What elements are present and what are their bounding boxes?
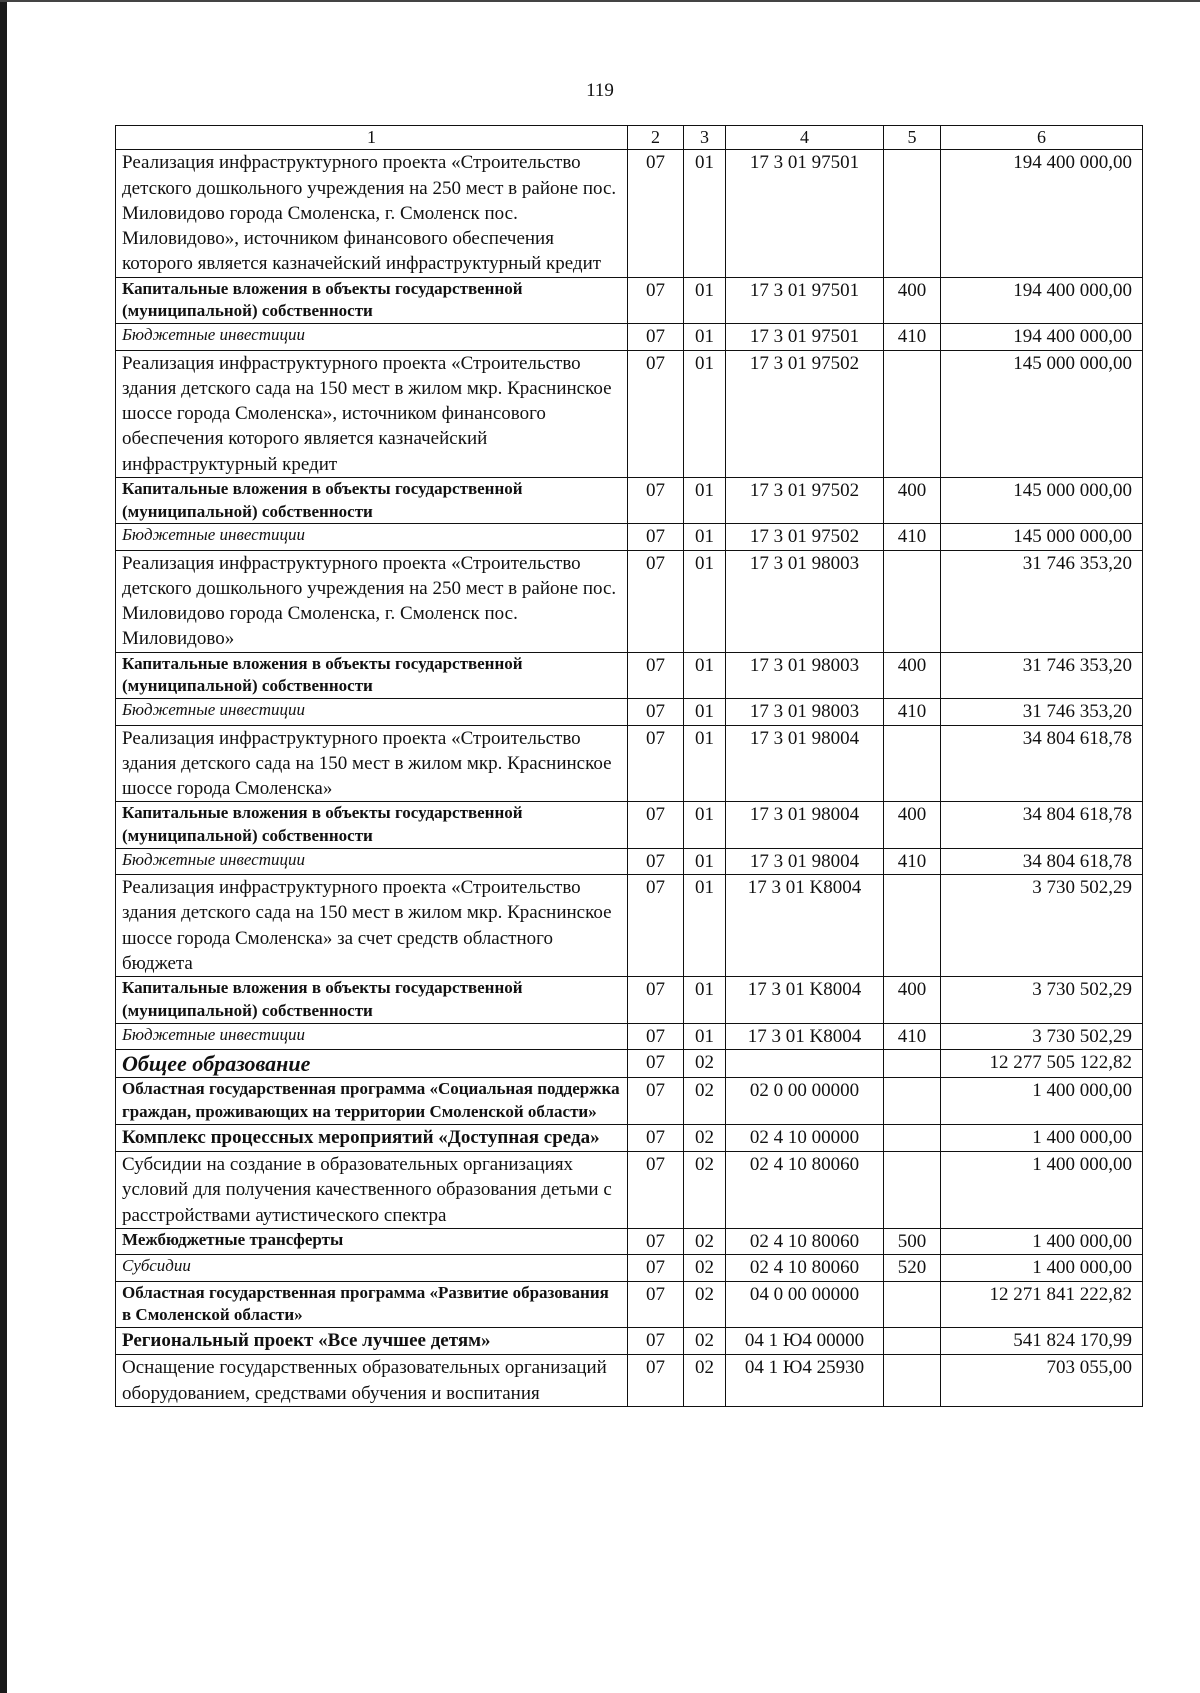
expense-type-code: 410 bbox=[884, 524, 941, 550]
column-header: 1 bbox=[116, 126, 628, 150]
subsection-code: 02 bbox=[684, 1355, 726, 1407]
section-code: 07 bbox=[628, 550, 684, 652]
item-name: Капитальные вложения в объекты государственной (муниципальной) собственности bbox=[116, 477, 628, 524]
target-article-code: 17 3 01 K8004 bbox=[726, 875, 884, 977]
expense-type-code bbox=[884, 550, 941, 652]
target-article-code bbox=[726, 1049, 884, 1078]
target-article-code: 02 4 10 80060 bbox=[726, 1229, 884, 1255]
target-article-code: 04 0 00 00000 bbox=[726, 1281, 884, 1328]
section-code: 07 bbox=[628, 324, 684, 350]
target-article-code: 17 3 01 K8004 bbox=[726, 977, 884, 1024]
column-header: 5 bbox=[884, 126, 941, 150]
amount: 31 746 353,20 bbox=[941, 652, 1143, 699]
section-code: 07 bbox=[628, 1023, 684, 1049]
subsection-code: 01 bbox=[684, 699, 726, 725]
target-article-code: 02 4 10 80060 bbox=[726, 1152, 884, 1229]
expense-type-code: 410 bbox=[884, 324, 941, 350]
amount: 12 277 505 122,82 bbox=[941, 1049, 1143, 1078]
table-row bbox=[116, 1078, 1143, 1125]
target-article-code: 02 4 10 00000 bbox=[726, 1124, 884, 1151]
table-row bbox=[116, 1281, 1143, 1328]
section-code: 07 bbox=[628, 1049, 684, 1078]
expense-type-code: 400 bbox=[884, 802, 941, 849]
item-name: Реализация инфраструктурного проекта «Строительство здания детского сада на 150 мест в жилом мкр. Краснинское шоссе города Смоленска» за счет средств областного бюджета bbox=[116, 875, 628, 977]
section-code: 07 bbox=[628, 977, 684, 1024]
section-code: 07 bbox=[628, 699, 684, 725]
expense-type-code: 500 bbox=[884, 1229, 941, 1255]
amount: 1 400 000,00 bbox=[941, 1124, 1143, 1151]
section-code: 07 bbox=[628, 1152, 684, 1229]
section-code: 07 bbox=[628, 1355, 684, 1407]
amount: 703 055,00 bbox=[941, 1355, 1143, 1407]
expense-type-code bbox=[884, 150, 941, 277]
target-article-code: 17 3 01 98004 bbox=[726, 725, 884, 802]
expense-type-code: 400 bbox=[884, 477, 941, 524]
table-row bbox=[116, 1023, 1143, 1049]
section-code: 07 bbox=[628, 848, 684, 874]
expense-type-code: 400 bbox=[884, 977, 941, 1024]
section-code: 07 bbox=[628, 1124, 684, 1151]
table-header-row bbox=[116, 126, 1143, 150]
amount: 145 000 000,00 bbox=[941, 477, 1143, 524]
target-article-code: 17 3 01 98003 bbox=[726, 699, 884, 725]
amount: 34 804 618,78 bbox=[941, 802, 1143, 849]
table-row bbox=[116, 1328, 1143, 1355]
subsection-code: 02 bbox=[684, 1152, 726, 1229]
subsection-code: 01 bbox=[684, 324, 726, 350]
subsection-code: 02 bbox=[684, 1328, 726, 1355]
section-code: 07 bbox=[628, 802, 684, 849]
item-name: Капитальные вложения в объекты государственной (муниципальной) собственности bbox=[116, 652, 628, 699]
item-name: Капитальные вложения в объекты государственной (муниципальной) собственности bbox=[116, 802, 628, 849]
column-header: 3 bbox=[684, 126, 726, 150]
amount: 541 824 170,99 bbox=[941, 1328, 1143, 1355]
amount: 12 271 841 222,82 bbox=[941, 1281, 1143, 1328]
section-code: 07 bbox=[628, 652, 684, 699]
subsection-code: 02 bbox=[684, 1255, 726, 1281]
item-name: Субсидии bbox=[116, 1255, 628, 1281]
amount: 1 400 000,00 bbox=[941, 1229, 1143, 1255]
table-row bbox=[116, 477, 1143, 524]
table-row bbox=[116, 848, 1143, 874]
subsection-code: 01 bbox=[684, 848, 726, 874]
section-code: 07 bbox=[628, 150, 684, 277]
section-code: 07 bbox=[628, 875, 684, 977]
amount: 194 400 000,00 bbox=[941, 324, 1143, 350]
table-row bbox=[116, 802, 1143, 849]
amount: 145 000 000,00 bbox=[941, 524, 1143, 550]
page-number: 119 bbox=[586, 80, 614, 101]
expense-type-code bbox=[884, 1049, 941, 1078]
amount: 3 730 502,29 bbox=[941, 1023, 1143, 1049]
item-name: Комплекс процессных мероприятий «Доступная среда» bbox=[116, 1124, 628, 1151]
target-article-code: 17 3 01 97502 bbox=[726, 477, 884, 524]
amount: 194 400 000,00 bbox=[941, 277, 1143, 324]
item-name: Областная государственная программа «Развитие образования в Смоленской области» bbox=[116, 1281, 628, 1328]
table-row bbox=[116, 324, 1143, 350]
expense-type-code bbox=[884, 1078, 941, 1125]
expense-type-code: 400 bbox=[884, 277, 941, 324]
expense-type-code: 410 bbox=[884, 848, 941, 874]
section-code: 07 bbox=[628, 1281, 684, 1328]
expense-type-code: 410 bbox=[884, 699, 941, 725]
expense-type-code bbox=[884, 1328, 941, 1355]
section-code: 07 bbox=[628, 1078, 684, 1125]
amount: 1 400 000,00 bbox=[941, 1255, 1143, 1281]
table-row bbox=[116, 875, 1143, 977]
amount: 194 400 000,00 bbox=[941, 150, 1143, 277]
item-name: Бюджетные инвестиции bbox=[116, 699, 628, 725]
item-name: Бюджетные инвестиции bbox=[116, 324, 628, 350]
table-row bbox=[116, 699, 1143, 725]
subsection-code: 01 bbox=[684, 524, 726, 550]
item-name: Бюджетные инвестиции bbox=[116, 1023, 628, 1049]
table-row bbox=[116, 1229, 1143, 1255]
item-name: Межбюджетные трансферты bbox=[116, 1229, 628, 1255]
amount: 1 400 000,00 bbox=[941, 1078, 1143, 1125]
item-name: Реализация инфраструктурного проекта «Строительство здания детского сада на 150 мест в жилом мкр. Краснинское шоссе города Смоленска» bbox=[116, 725, 628, 802]
subsection-code: 01 bbox=[684, 652, 726, 699]
section-code: 07 bbox=[628, 277, 684, 324]
item-name: Общее образование bbox=[116, 1049, 628, 1078]
amount: 34 804 618,78 bbox=[941, 725, 1143, 802]
subsection-code: 01 bbox=[684, 277, 726, 324]
expense-type-code: 400 bbox=[884, 652, 941, 699]
expense-type-code: 520 bbox=[884, 1255, 941, 1281]
table-row bbox=[116, 1124, 1143, 1151]
target-article-code: 04 1 Ю4 25930 bbox=[726, 1355, 884, 1407]
subsection-code: 01 bbox=[684, 350, 726, 477]
subsection-code: 01 bbox=[684, 150, 726, 277]
subsection-code: 01 bbox=[684, 725, 726, 802]
item-name: Реализация инфраструктурного проекта «Строительство детского дошкольного учреждения на 250 мест в районе пос. Миловидово города Смоленска, г. Смоленск пос. Миловидово» bbox=[116, 550, 628, 652]
section-code: 07 bbox=[628, 350, 684, 477]
target-article-code: 17 3 01 K8004 bbox=[726, 1023, 884, 1049]
table-row bbox=[116, 277, 1143, 324]
item-name: Реализация инфраструктурного проекта «Строительство детского дошкольного учреждения на 250 мест в районе пос. Миловидово города Смоленска, г. Смоленск пос. Миловидово», источником финансового обеспечения которого является казначейский инфраструктурный кредит bbox=[116, 150, 628, 277]
target-article-code: 04 1 Ю4 00000 bbox=[726, 1328, 884, 1355]
expense-type-code bbox=[884, 1152, 941, 1229]
section-code: 07 bbox=[628, 1328, 684, 1355]
table-row bbox=[116, 1152, 1143, 1229]
section-code: 07 bbox=[628, 477, 684, 524]
item-name: Областная государственная программа «Социальная поддержка граждан, проживающих на территории Смоленской области» bbox=[116, 1078, 628, 1125]
expense-type-code bbox=[884, 725, 941, 802]
item-name: Оснащение государственных образовательных организаций оборудованием, средствами обучения и воспитания bbox=[116, 1355, 628, 1407]
target-article-code: 02 4 10 80060 bbox=[726, 1255, 884, 1281]
table-row bbox=[116, 524, 1143, 550]
amount: 1 400 000,00 bbox=[941, 1152, 1143, 1229]
item-name: Бюджетные инвестиции bbox=[116, 524, 628, 550]
amount: 3 730 502,29 bbox=[941, 977, 1143, 1024]
target-article-code: 17 3 01 98003 bbox=[726, 652, 884, 699]
item-name: Капитальные вложения в объекты государственной (муниципальной) собственности bbox=[116, 977, 628, 1024]
table-row bbox=[116, 725, 1143, 802]
amount: 31 746 353,20 bbox=[941, 699, 1143, 725]
section-code: 07 bbox=[628, 1255, 684, 1281]
scan-edge-left bbox=[0, 0, 7, 1693]
table-row bbox=[116, 550, 1143, 652]
target-article-code: 17 3 01 97502 bbox=[726, 350, 884, 477]
column-header: 6 bbox=[941, 126, 1143, 150]
target-article-code: 17 3 01 97501 bbox=[726, 150, 884, 277]
expense-type-code bbox=[884, 1124, 941, 1151]
amount: 3 730 502,29 bbox=[941, 875, 1143, 977]
item-name: Субсидии на создание в образовательных организациях условий для получения качественного образования детьми с расстройствами аутистического спектра bbox=[116, 1152, 628, 1229]
table-row bbox=[116, 977, 1143, 1024]
subsection-code: 02 bbox=[684, 1049, 726, 1078]
target-article-code: 17 3 01 97501 bbox=[726, 324, 884, 350]
amount: 34 804 618,78 bbox=[941, 848, 1143, 874]
subsection-code: 02 bbox=[684, 1229, 726, 1255]
item-name: Региональный проект «Все лучшее детям» bbox=[116, 1328, 628, 1355]
table-row bbox=[116, 1255, 1143, 1281]
scan-edge-top bbox=[0, 0, 1200, 2]
table-row bbox=[116, 350, 1143, 477]
section-code: 07 bbox=[628, 725, 684, 802]
subsection-code: 01 bbox=[684, 875, 726, 977]
target-article-code: 17 3 01 98003 bbox=[726, 550, 884, 652]
target-article-code: 17 3 01 97502 bbox=[726, 524, 884, 550]
expense-type-code bbox=[884, 875, 941, 977]
column-header: 2 bbox=[628, 126, 684, 150]
subsection-code: 01 bbox=[684, 1023, 726, 1049]
expense-type-code bbox=[884, 1355, 941, 1407]
amount: 31 746 353,20 bbox=[941, 550, 1143, 652]
table-row bbox=[116, 652, 1143, 699]
table-row bbox=[116, 1355, 1143, 1407]
table-row bbox=[116, 150, 1143, 277]
table-row bbox=[116, 1049, 1143, 1078]
column-header: 4 bbox=[726, 126, 884, 150]
expense-type-code: 410 bbox=[884, 1023, 941, 1049]
subsection-code: 01 bbox=[684, 550, 726, 652]
section-code: 07 bbox=[628, 524, 684, 550]
subsection-code: 02 bbox=[684, 1281, 726, 1328]
target-article-code: 02 0 00 00000 bbox=[726, 1078, 884, 1125]
subsection-code: 01 bbox=[684, 477, 726, 524]
section-code: 07 bbox=[628, 1229, 684, 1255]
subsection-code: 02 bbox=[684, 1124, 726, 1151]
item-name: Бюджетные инвестиции bbox=[116, 848, 628, 874]
target-article-code: 17 3 01 98004 bbox=[726, 848, 884, 874]
subsection-code: 02 bbox=[684, 1078, 726, 1125]
target-article-code: 17 3 01 98004 bbox=[726, 802, 884, 849]
expense-type-code bbox=[884, 350, 941, 477]
target-article-code: 17 3 01 97501 bbox=[726, 277, 884, 324]
item-name: Капитальные вложения в объекты государственной (муниципальной) собственности bbox=[116, 277, 628, 324]
budget-table bbox=[115, 125, 1143, 1407]
subsection-code: 01 bbox=[684, 802, 726, 849]
item-name: Реализация инфраструктурного проекта «Строительство здания детского сада на 150 мест в жилом мкр. Краснинское шоссе города Смоленска», источником финансового обеспечения которого является казначейский инфраструктурный кредит bbox=[116, 350, 628, 477]
expense-type-code bbox=[884, 1281, 941, 1328]
amount: 145 000 000,00 bbox=[941, 350, 1143, 477]
subsection-code: 01 bbox=[684, 977, 726, 1024]
